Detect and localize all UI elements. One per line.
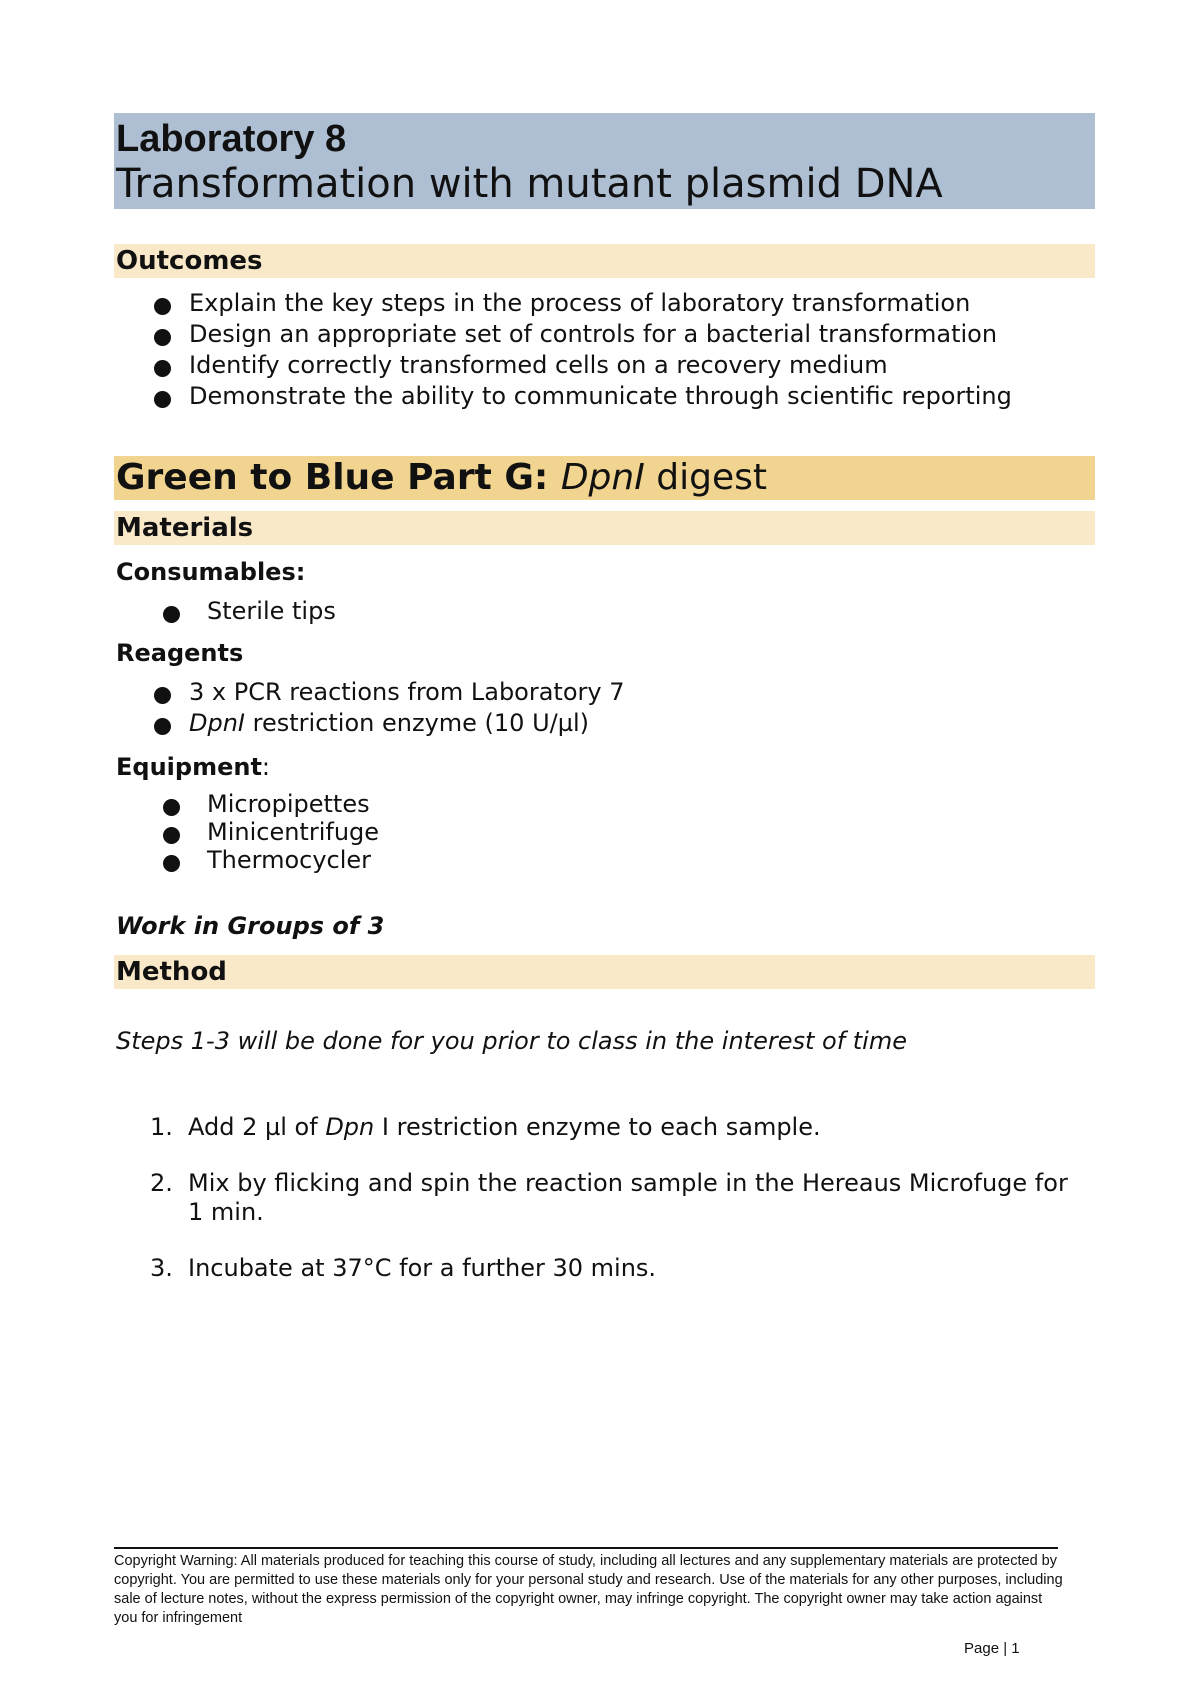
- method-steps: [150, 1113, 1090, 1310]
- list-item: Thermocycler: [160, 846, 379, 874]
- bullet-icon: [163, 606, 180, 623]
- copyright-warning: Copyright Warning: All materials produced for teaching this course of study, including all lectures and any supplementary materials are protected by copyright. You are permitted to use these materials only for your personal study and research. Use of the materials for any other purposes, including sale of lecture notes, without the express permission of the copyright owner, may infringe copyright. The copyright owner may take action against you for infringement: [114, 1553, 1063, 1626]
- bullet-icon: [154, 298, 171, 315]
- reagents-label: Reagents: [116, 639, 244, 667]
- bullet-icon: [163, 855, 180, 872]
- bullet-icon: [163, 799, 180, 816]
- list-item: 2. Mix by flicking and spin the reaction sample in the Hereaus Microfuge for 1 min.: [150, 1169, 1068, 1226]
- list-item: 1. Add 2 µl of Dpn I restriction enzyme to each sample.: [150, 1113, 821, 1141]
- outcomes-list: [152, 288, 1012, 412]
- bullet-icon: [154, 687, 171, 704]
- part-heading: [114, 456, 1095, 500]
- method-note: Steps 1-3 will be done for you prior to class in the interest of time: [116, 1027, 907, 1055]
- consumables-list: [160, 596, 336, 627]
- footer-divider: [114, 1547, 1058, 1549]
- part-heading-prefix: Green to Blue Part G:: [116, 457, 561, 498]
- list-item: 3 x PCR reactions from Laboratory 7: [152, 677, 625, 708]
- list-item: Identify correctly transformed cells on a recovery medium: [152, 350, 1012, 381]
- groups-note: Work in Groups of 3: [116, 912, 385, 940]
- bullet-icon: [163, 827, 180, 844]
- list-item: DpnI restriction enzyme (10 U/µl): [152, 708, 625, 739]
- lab-number-title: Laboratory 8: [116, 118, 347, 160]
- list-item: Explain the key steps in the process of laboratory transformation: [152, 288, 1012, 319]
- equipment-label: Equipment:: [116, 753, 271, 781]
- outcomes-heading: Outcomes: [114, 244, 1095, 278]
- list-item: Demonstrate the ability to communicate through scientific reporting: [152, 381, 1012, 412]
- bullet-icon: [154, 360, 171, 377]
- list-item: Minicentrifuge: [160, 818, 379, 846]
- title-banner: [114, 113, 1095, 209]
- list-item: Sterile tips: [160, 596, 336, 627]
- lab-subtitle: Transformation with mutant plasmid DNA: [116, 161, 943, 207]
- bullet-icon: [154, 391, 171, 408]
- list-item: 3. Incubate at 37°C for a further 30 mins.: [150, 1254, 657, 1282]
- bullet-icon: [154, 718, 171, 735]
- method-heading: Method: [114, 955, 1095, 989]
- reagents-list: [152, 677, 625, 739]
- bullet-icon: [154, 329, 171, 346]
- page-number: Page | 1: [964, 1640, 1020, 1657]
- list-item: Design an appropriate set of controls for a bacterial transformation: [152, 319, 1012, 350]
- equipment-list: [160, 790, 379, 874]
- part-heading-enzyme: DpnI: [560, 457, 645, 498]
- consumables-label: Consumables:: [116, 558, 306, 586]
- materials-heading: Materials: [114, 511, 1095, 545]
- list-item: Micropipettes: [160, 790, 379, 818]
- part-heading-suffix: digest: [644, 457, 768, 498]
